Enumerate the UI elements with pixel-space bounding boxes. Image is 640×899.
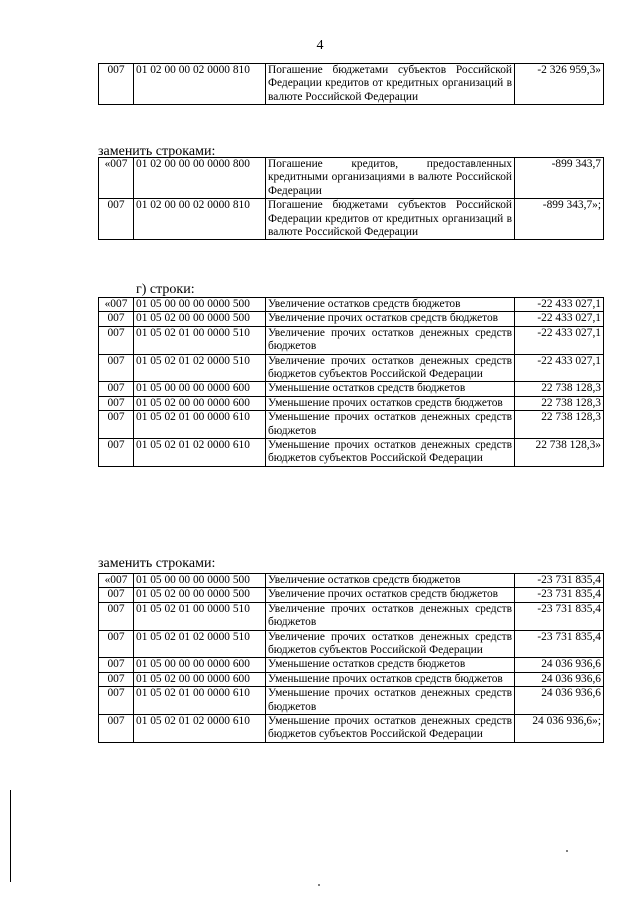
table-row <box>99 298 604 312</box>
kbk-cell: 01 05 02 01 00 0000 610 <box>134 687 266 715</box>
kbk-cell: 01 02 00 00 02 0000 810 <box>134 64 266 105</box>
amount-cell: 24 036 936,6 <box>515 687 604 715</box>
table-row <box>99 630 604 658</box>
code-cell: 007 <box>99 312 134 326</box>
table-row <box>99 715 604 743</box>
kbk-cell: 01 05 02 00 00 0000 500 <box>134 588 266 602</box>
name-cell: Увеличение остатков средств бюджетов <box>266 574 515 588</box>
name-cell: Увеличение прочих остатков денежных средств бюджетов <box>266 602 515 630</box>
code-cell: 007 <box>99 588 134 602</box>
amount-cell: -23 731 835,4 <box>515 630 604 658</box>
amount-cell: -899 343,7»; <box>515 199 604 240</box>
table-row <box>99 312 604 326</box>
name-cell: Уменьшение прочих остатков денежных средств бюджетов субъектов Российской Федерации <box>266 439 515 467</box>
name-cell: Уменьшение прочих остатков средств бюджетов <box>266 396 515 410</box>
table-row <box>99 574 604 588</box>
table-block-3 <box>98 297 604 467</box>
code-cell: 007 <box>99 199 134 240</box>
table-row <box>99 672 604 686</box>
name-cell: Погашение кредитов, предоставленных кредитными организациями в валюте Российской Федерации <box>266 158 515 199</box>
kbk-cell: 01 02 00 00 02 0000 810 <box>134 199 266 240</box>
code-cell: 007 <box>99 715 134 743</box>
table-row <box>99 588 604 602</box>
amount-cell: -22 433 027,1 <box>515 298 604 312</box>
table-row <box>99 326 604 354</box>
name-cell: Увеличение прочих остатков средств бюджетов <box>266 312 515 326</box>
table-row <box>99 396 604 410</box>
amount-cell: 22 738 128,3 <box>515 382 604 396</box>
kbk-cell: 01 05 00 00 00 0000 600 <box>134 658 266 672</box>
name-cell: Увеличение прочих остатков средств бюджетов <box>266 588 515 602</box>
amount-cell: -22 433 027,1 <box>515 326 604 354</box>
amount-cell: -22 433 027,1 <box>515 354 604 382</box>
table-row <box>99 687 604 715</box>
kbk-cell: 01 05 02 01 02 0000 610 <box>134 439 266 467</box>
kbk-cell: 01 05 00 00 00 0000 500 <box>134 298 266 312</box>
name-cell: Уменьшение прочих остатков денежных средств бюджетов <box>266 411 515 439</box>
table-row <box>99 158 604 199</box>
kbk-cell: 01 05 02 00 00 0000 500 <box>134 312 266 326</box>
amount-cell: -23 731 835,4 <box>515 602 604 630</box>
scan-speck <box>566 850 568 852</box>
table-row <box>99 411 604 439</box>
code-cell: 007 <box>99 354 134 382</box>
table-block-2 <box>98 157 604 240</box>
kbk-cell: 01 05 02 00 00 0000 600 <box>134 396 266 410</box>
amount-cell: -23 731 835,4 <box>515 574 604 588</box>
amount-cell: -899 343,7 <box>515 158 604 199</box>
code-cell: 007 <box>99 602 134 630</box>
name-cell: Уменьшение прочих остатков денежных средств бюджетов <box>266 687 515 715</box>
margin-line <box>10 790 11 882</box>
table-row <box>99 602 604 630</box>
name-cell: Увеличение прочих остатков денежных средств бюджетов субъектов Российской Федерации <box>266 630 515 658</box>
name-cell: Погашение бюджетами субъектов Российской Федерации кредитов от кредитных организаций в валюте Российской Федерации <box>266 64 515 105</box>
name-cell: Увеличение прочих остатков денежных средств бюджетов <box>266 326 515 354</box>
name-cell: Уменьшение остатков средств бюджетов <box>266 382 515 396</box>
table-row <box>99 658 604 672</box>
table-row <box>99 64 604 105</box>
amount-cell: 22 738 128,3 <box>515 411 604 439</box>
kbk-cell: 01 02 00 00 00 0000 800 <box>134 158 266 199</box>
page-number: 4 <box>316 38 324 53</box>
replace-label-1: заменить строками: <box>98 144 216 159</box>
table-row <box>99 354 604 382</box>
amount-cell: 22 738 128,3 <box>515 396 604 410</box>
code-cell: 007 <box>99 687 134 715</box>
table-row <box>99 439 604 467</box>
kbk-cell: 01 05 00 00 00 0000 500 <box>134 574 266 588</box>
amount-cell: -23 731 835,4 <box>515 588 604 602</box>
kbk-cell: 01 05 02 01 02 0000 510 <box>134 354 266 382</box>
name-cell: Погашение бюджетами субъектов Российской Федерации кредитов от кредитных организаций в валюте Российской Федерации <box>266 199 515 240</box>
table-block-1 <box>98 63 604 105</box>
amount-cell: 24 036 936,6 <box>515 658 604 672</box>
name-cell: Уменьшение прочих остатков средств бюджетов <box>266 672 515 686</box>
replace-label-2: заменить строками: <box>98 556 216 571</box>
code-cell: 007 <box>99 439 134 467</box>
code-cell: 007 <box>99 672 134 686</box>
kbk-cell: 01 05 02 01 00 0000 510 <box>134 326 266 354</box>
code-cell: 007 <box>99 396 134 410</box>
code-cell: 007 <box>99 326 134 354</box>
table-row <box>99 382 604 396</box>
kbk-cell: 01 05 02 00 00 0000 600 <box>134 672 266 686</box>
name-cell: Увеличение остатков средств бюджетов <box>266 298 515 312</box>
amount-cell: -22 433 027,1 <box>515 312 604 326</box>
code-cell: «007 <box>99 574 134 588</box>
amount-cell: 24 036 936,6»; <box>515 715 604 743</box>
kbk-cell: 01 05 02 01 02 0000 610 <box>134 715 266 743</box>
kbk-cell: 01 05 02 01 00 0000 610 <box>134 411 266 439</box>
amount-cell: 24 036 936,6 <box>515 672 604 686</box>
code-cell: 007 <box>99 658 134 672</box>
name-cell: Увеличение прочих остатков денежных средств бюджетов субъектов Российской Федерации <box>266 354 515 382</box>
code-cell: 007 <box>99 382 134 396</box>
table-block-4 <box>98 573 604 743</box>
kbk-cell: 01 05 02 01 02 0000 510 <box>134 630 266 658</box>
kbk-cell: 01 05 02 01 00 0000 510 <box>134 602 266 630</box>
code-cell: 007 <box>99 630 134 658</box>
table-row <box>99 199 604 240</box>
amount-cell: -2 326 959,3» <box>515 64 604 105</box>
code-cell: «007 <box>99 298 134 312</box>
section-g-label: г) строки: <box>136 282 195 297</box>
code-cell: 007 <box>99 411 134 439</box>
code-cell: 007 <box>99 64 134 105</box>
name-cell: Уменьшение остатков средств бюджетов <box>266 658 515 672</box>
code-cell: «007 <box>99 158 134 199</box>
name-cell: Уменьшение прочих остатков денежных средств бюджетов субъектов Российской Федерации <box>266 715 515 743</box>
scan-speck <box>318 884 320 886</box>
amount-cell: 22 738 128,3» <box>515 439 604 467</box>
kbk-cell: 01 05 00 00 00 0000 600 <box>134 382 266 396</box>
